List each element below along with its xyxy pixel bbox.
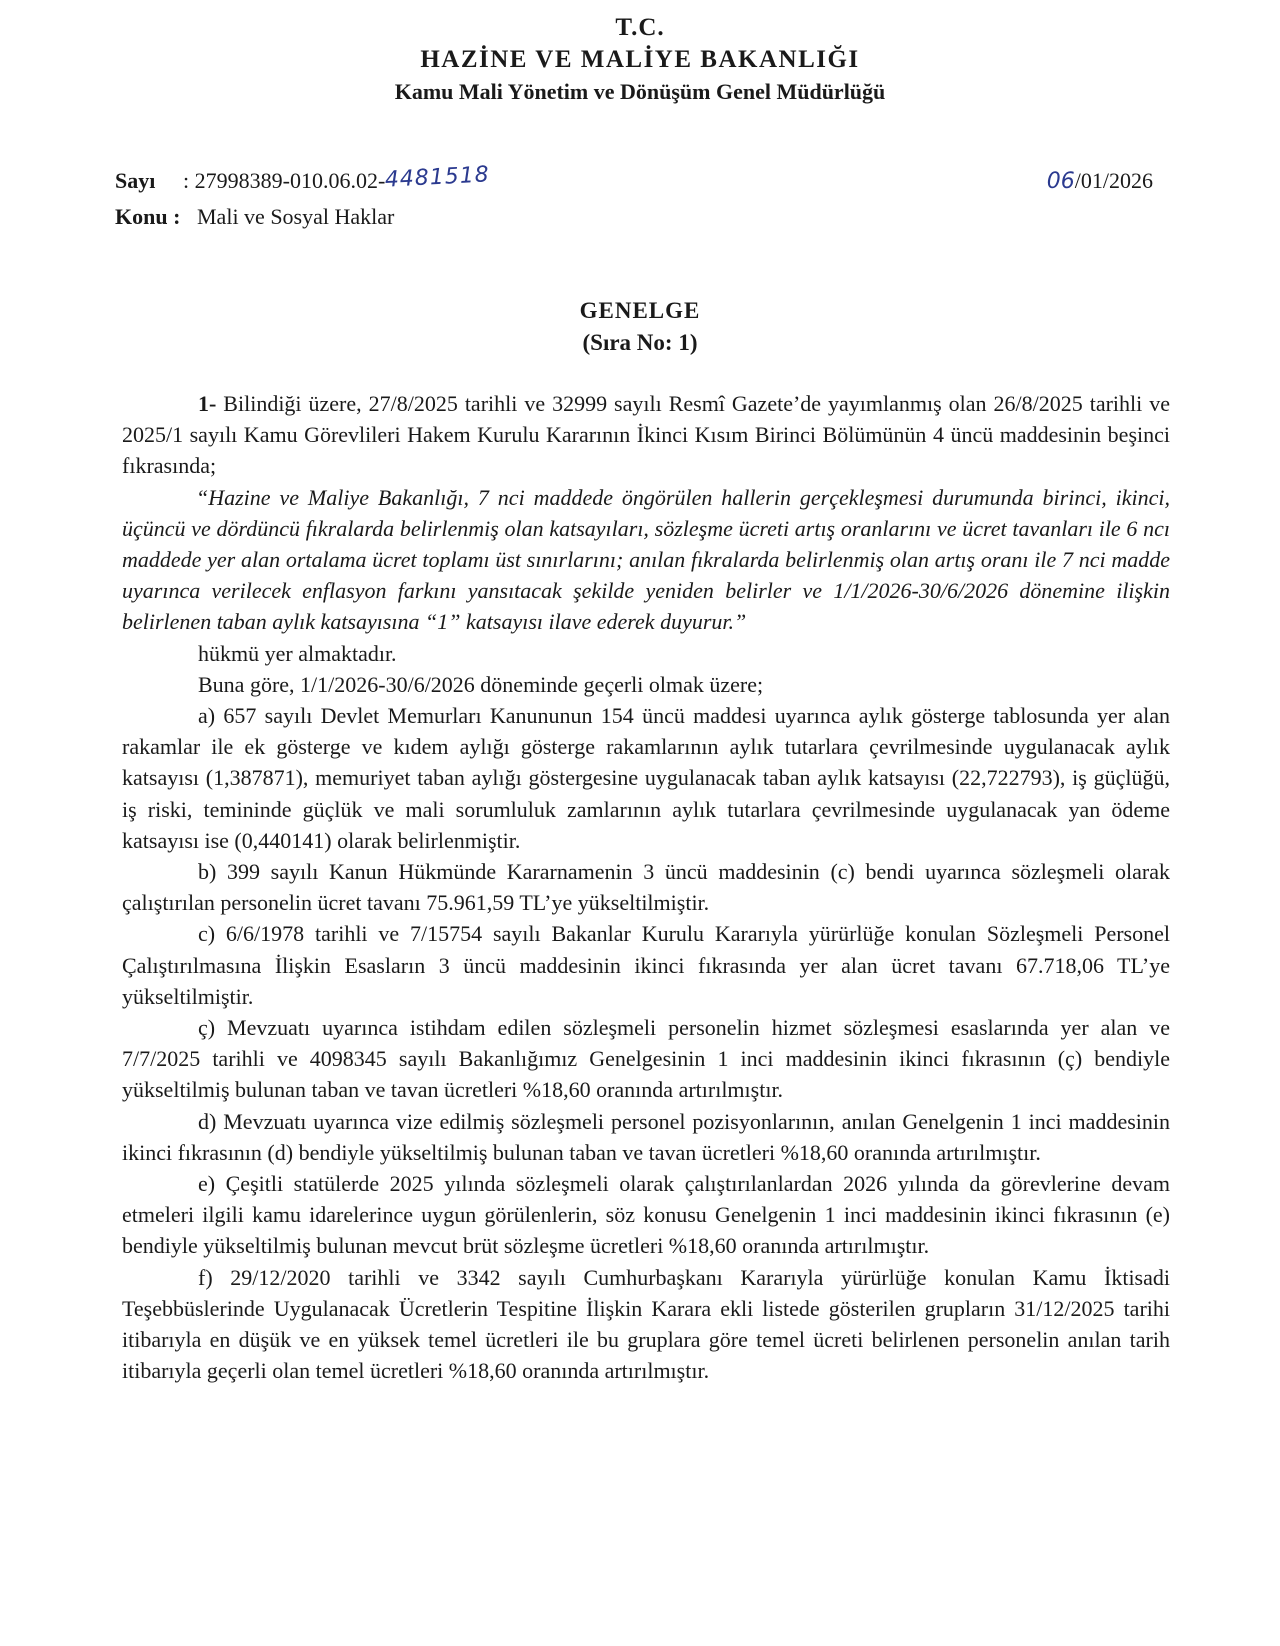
item-e: e) Çeşitli statülerde 2025 yılında sözleşmeli olarak çalıştırılanlardan 2026 yılında da görevlerine devam etmeleri ilgili kamu idarelerince uygun görülenlerin, söz konusu Genelgenin 1 inci maddesinin ikinci fıkrasının (e) bendiyle yükseltilmiş bulunan mevcut brüt sözleşme ücretleri %18,60 oranında artırılmıştır. bbox=[122, 1171, 1170, 1259]
document-number bbox=[115, 162, 491, 194]
paragraph-2: hükmü yer almaktadır. bbox=[198, 640, 397, 666]
sayi-handwritten: 4481518 bbox=[384, 162, 491, 193]
item-cc: ç) Mevzuatı uyarınca istihdam edilen sözleşmeli personelin hizmet sözleşmesi esaslarında yer alan ve 7/7/2025 tarihli ve 4098345 sayılı Bakanlığımız Genelgesinin 1 inci maddesinin ikinci fıkrasının (ç) bendiyle yükseltilmiş bulunan taban ve tavan ücretleri %18,60 oranında artırılmıştır. bbox=[122, 1015, 1170, 1103]
quote-paragraph: “Hazine ve Maliye Bakanlığı, 7 nci maddede öngörülen hallerin gerçekleşmesi durumunda birinci, ikinci, üçüncü ve dördüncü fıkralarda belirlenmiş olan katsayıları, sözleşme ücreti artış oranlarını ve ücret tavanları ile 6 ncı maddede yer alan ortalama ücret toplamı üst sınırlarını; anılan fıkralarda belirlenmiş olan artış oranı ile 7 nci madde uyarınca verilecek enflasyon farkını yansıtacak şekilde yeniden belirler ve 1/1/2026-30/6/2026 dönemine ilişkin belirlenen taban aylık katsayısına “1” katsayısı ilave ederek duyurur.” bbox=[122, 484, 1170, 635]
document-body bbox=[122, 388, 1170, 1387]
document-sequence: (Sıra No: 1) bbox=[582, 330, 698, 355]
paragraph-1 bbox=[122, 388, 1170, 482]
sayi-label: Sayı bbox=[115, 168, 156, 193]
header-department: Kamu Mali Yönetim ve Dönüşüm Genel Müdürlüğü bbox=[394, 79, 886, 104]
paragraph-1-number: 1- bbox=[198, 391, 217, 416]
konu-label: Konu : bbox=[115, 204, 181, 229]
header-tc: T.C. bbox=[615, 14, 665, 41]
item-b: b) 399 sayılı Kanun Hükmünde Kararnamenin 3 üncü maddesinin (c) bendi uyarınca sözleşmeli olarak çalıştırılan personelin ücret tavanı 75.961,59 TL’ye yükseltilmiştir. bbox=[122, 859, 1170, 916]
date-rest: /01/2026 bbox=[1074, 168, 1153, 193]
header-ministry: HAZİNE VE MALİYE BAKANLIĞI bbox=[420, 46, 860, 73]
paragraph-1-text: Bilindiği üzere, 27/8/2025 tarihli ve 32999 sayılı Resmî Gazete’de yayımlanmış olan 26/8/2025 tarihli ve 2025/1 sayılı Kamu Görevlileri Hakem Kurulu Kararının İkinci Kısım Birinci Bölümünün 4 üncü maddesinin beşinci fıkrasında; bbox=[122, 391, 1170, 479]
document-title: GENELGE bbox=[579, 298, 701, 323]
item-a: a) 657 sayılı Devlet Memurları Kanununun 154 üncü maddesi uyarınca aylık gösterge tablosunda yer alan rakamlar ile ek gösterge ve kıdem aylığı gösterge rakamlarının aylık tutarlara çevrilmesinde uygulanacak aylık katsayısı (1,387871), memuriyet taban aylığı göstergesine uygulanacak taban aylık katsayısı (22,722793), iş güçlüğü, iş riski, temininde güçlük ve mali sorumluluk zamlarının aylık tutarlara çevrilmesinde uygulanacak yan ödeme katsayısı ise (0,440141) olarak belirlenmiştir. bbox=[122, 703, 1170, 853]
item-d: d) Mevzuatı uyarınca vize edilmiş sözleşmeli personel pozisyonlarının, anılan Genelgenin 1 inci maddesinin ikinci fıkrasının (d) bendiyle yükseltilmiş bulunan taban ve tavan ücretleri %18,60 oranında artırılmıştır. bbox=[122, 1108, 1170, 1165]
document-subject bbox=[115, 204, 394, 230]
document-date bbox=[1047, 168, 1153, 194]
paragraph-3: Buna göre, 1/1/2026-30/6/2026 döneminde geçerli olmak üzere; bbox=[198, 671, 764, 697]
item-c: c) 6/6/1978 tarihli ve 7/15754 sayılı Bakanlar Kurulu Kararıyla yürürlüğe konulan Sözleşmeli Personel Çalıştırılmasına İlişkin Esasların 3 üncü maddesinin ikinci fıkrasında yer alan ücret tavanı 67.718,06 TL’ye yükseltilmiştir. bbox=[122, 921, 1170, 1009]
item-f: f) 29/12/2020 tarihli ve 3342 sayılı Cumhurbaşkanı Kararıyla yürürlüğe konulan Kamu İktisadi Teşebbüslerinde Uygulanacak Ücretlerin Tespitine İlişkin Karara ekli listede gösterilen grupların 31/12/2025 tarihi itibarıyla en düşük ve en yüksek temel ücretleri ile bu gruplara göre temel ücreti belirlenen personelin anılan tarih itibarıyla geçerli olan temel ücretleri %18,60 oranında artırılmıştır. bbox=[122, 1264, 1170, 1384]
konu-value: Mali ve Sosyal Haklar bbox=[197, 204, 395, 229]
date-handwritten: 06 bbox=[1046, 169, 1075, 194]
sayi-value: : 27998389-010.06.02- bbox=[183, 168, 386, 193]
